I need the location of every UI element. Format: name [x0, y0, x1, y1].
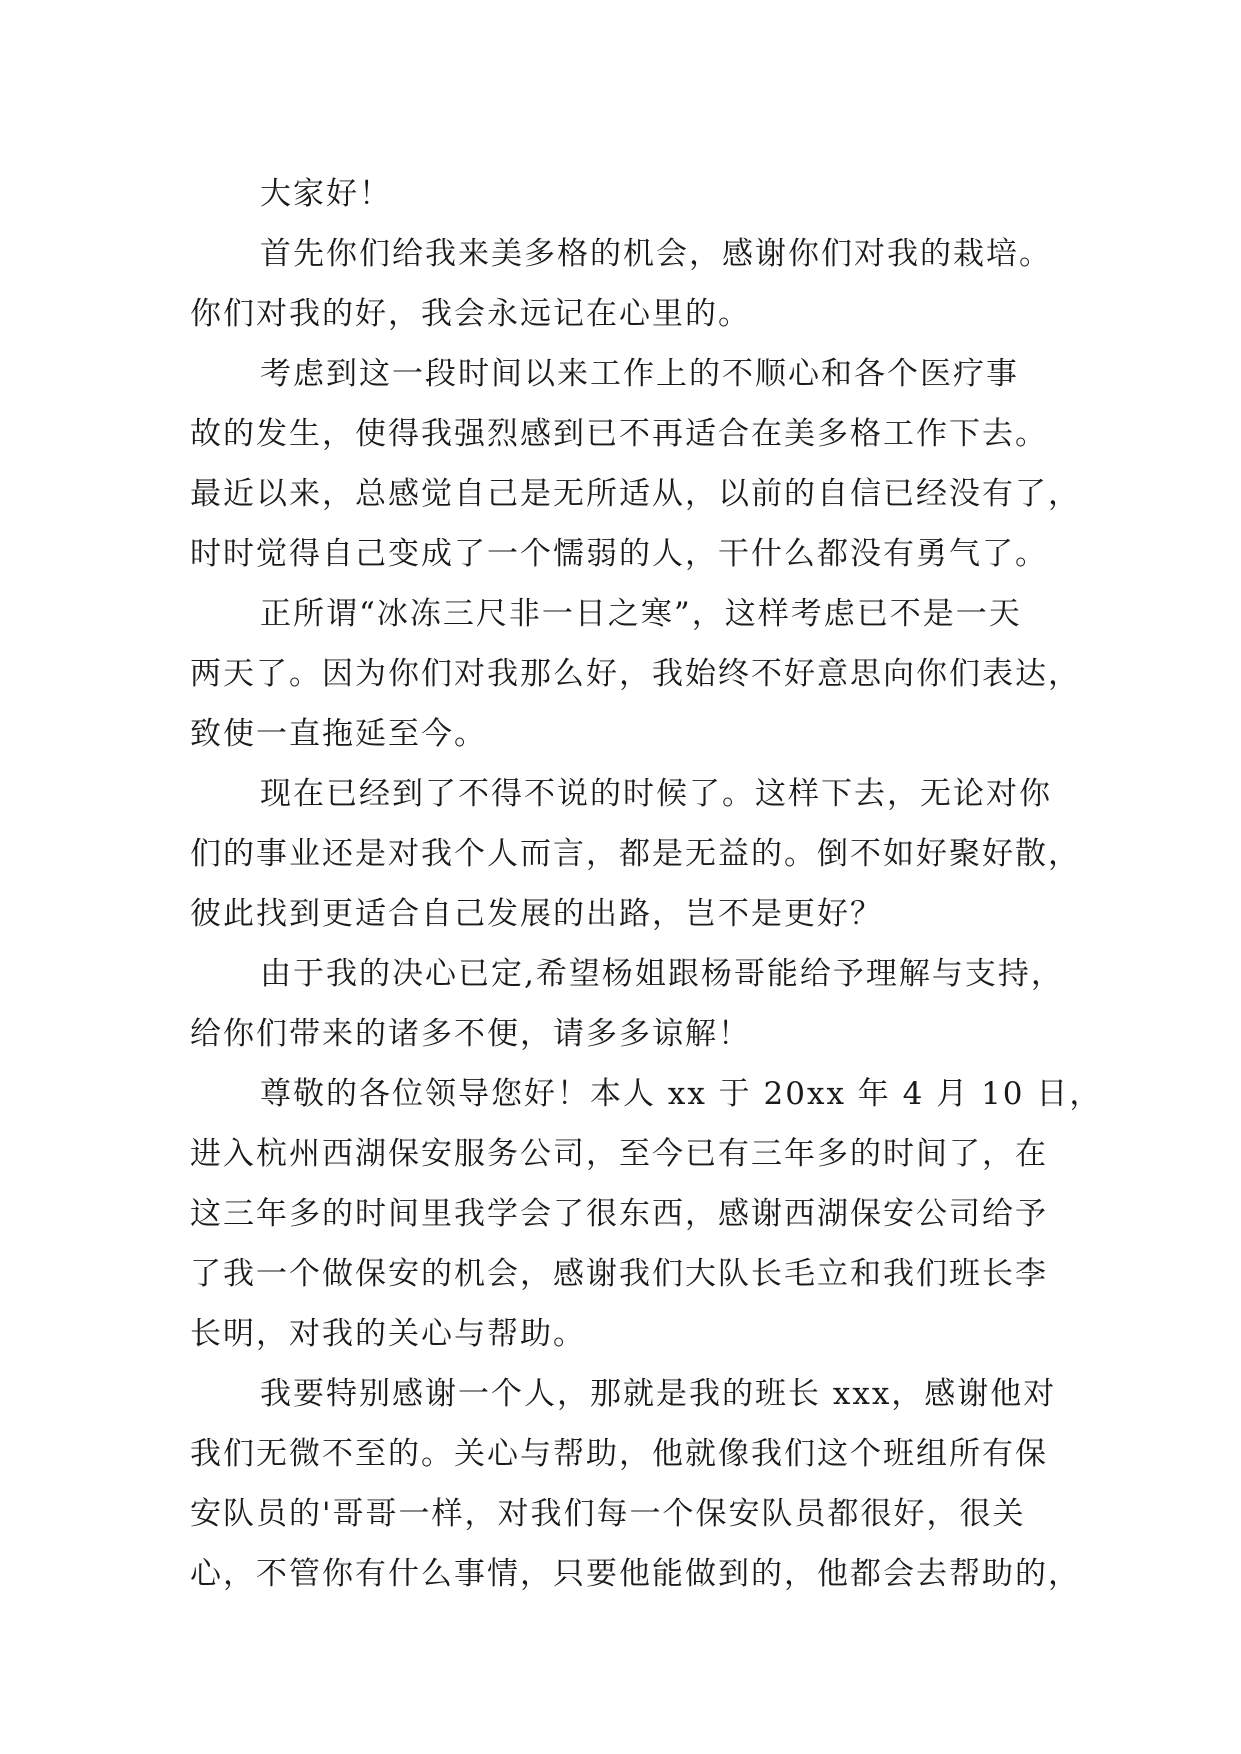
text-line: 心，不管你有什么事情，只要他能做到的，他都会去帮助的，: [190, 1556, 1081, 1592]
text-line: 我要特别感谢一个人，那就是我的班长 xxx，感谢他对: [260, 1376, 1057, 1412]
text-line: 尊敬的各位领导您好！本人 xx 于 20xx 年 4 月 10 日，: [260, 1076, 1103, 1112]
text-line: 现在已经到了不得不说的时候了。这样下去，无论对你: [260, 776, 1052, 812]
text-line: 给你们带来的诸多不便，请多多谅解！: [190, 1016, 751, 1052]
text-line: 安队员的'哥哥一样，对我们每一个保安队员都很好，很关: [190, 1496, 1026, 1532]
text-line: 由于我的决心已定,希望杨姐跟杨哥能给予理解与支持，: [260, 956, 1064, 992]
text-line: 进入杭州西湖保安服务公司，至今已有三年多的时间了，在: [190, 1136, 1048, 1172]
text-line: 我们无微不至的。关心与帮助，他就像我们这个班组所有保: [190, 1436, 1048, 1472]
text-line: 你们对我的好，我会永远记在心里的。: [190, 296, 751, 332]
text-line: 了我一个做保安的机会，感谢我们大队长毛立和我们班长李: [190, 1256, 1048, 1292]
text-line: 致使一直拖延至今。: [190, 716, 487, 752]
text-line: 故的发生，使得我强烈感到已不再适合在美多格工作下去。: [190, 416, 1048, 452]
text-line: 这三年多的时间里我学会了很东西，感谢西湖保安公司给予: [190, 1196, 1048, 1232]
text-line: 首先你们给我来美多格的机会，感谢你们对我的栽培。: [260, 236, 1052, 272]
text-line: 们的事业还是对我个人而言，都是无益的。倒不如好聚好散，: [190, 836, 1081, 872]
text-line: 彼此找到更适合自己发展的出路，岂不是更好？: [190, 896, 883, 932]
text-line: 考虑到这一段时间以来工作上的不顺心和各个医疗事: [260, 356, 1019, 392]
text-line: 时时觉得自己变成了一个懦弱的人，干什么都没有勇气了。: [190, 536, 1048, 572]
document-body: [190, 164, 1103, 1604]
text-line: 正所谓“冰冻三尺非一日之寒”，这样考虑已不是一天: [260, 596, 1022, 632]
text-line: 大家好！: [260, 176, 392, 212]
text-line: 最近以来，总感觉自己是无所适从，以前的自信已经没有了，: [190, 476, 1081, 512]
text-line: 长明，对我的关心与帮助。: [190, 1316, 586, 1352]
text-line: 两天了。因为你们对我那么好，我始终不好意思向你们表达，: [190, 656, 1081, 692]
